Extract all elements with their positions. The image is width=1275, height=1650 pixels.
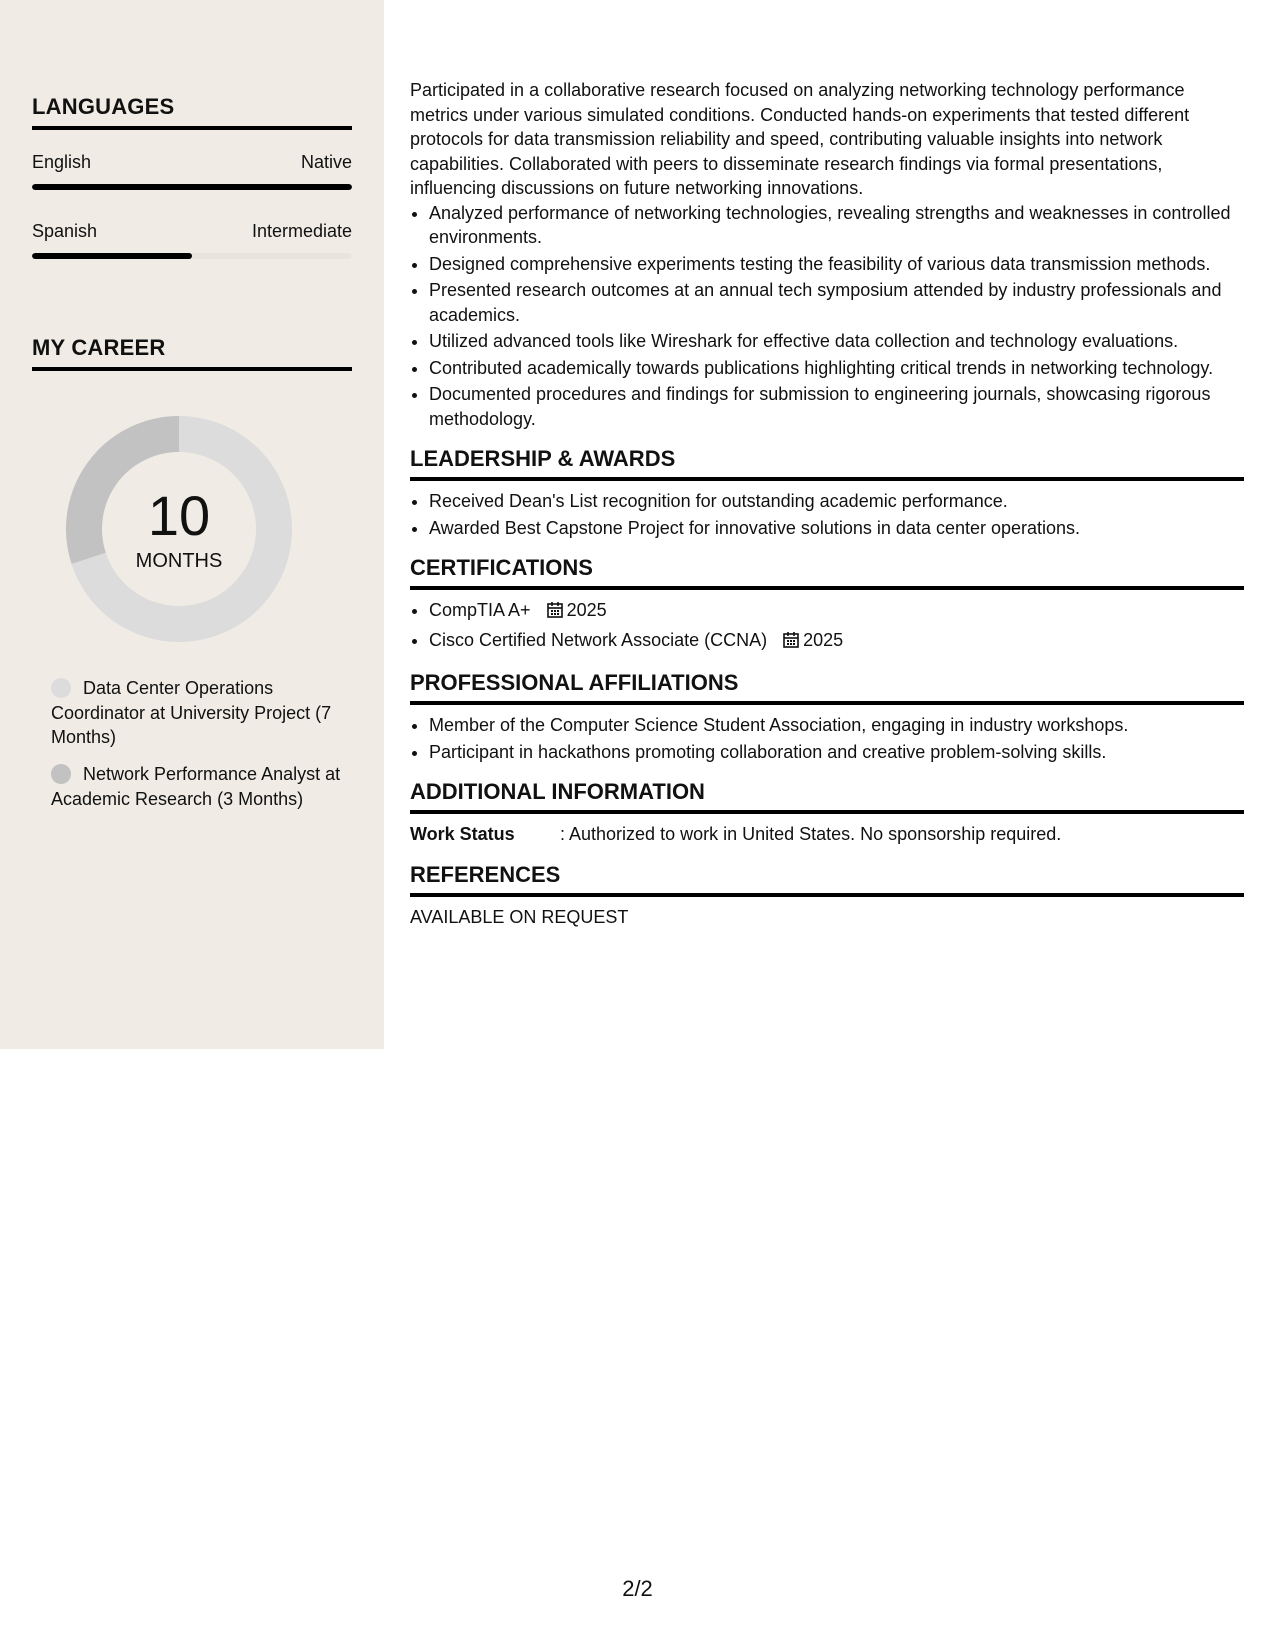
work-status-label: Work Status — [410, 824, 515, 844]
page-number: 2/2 — [622, 1576, 653, 1601]
list-item: • Utilized advanced tools like Wireshark for effective data collection and technology evaluations. — [429, 329, 1244, 354]
leadership-list — [410, 489, 1244, 540]
calendar-icon — [546, 601, 564, 626]
language-name: English — [32, 152, 92, 172]
career-legend-label: Network Performance Analyst at Academic Research (3 Months) — [51, 764, 341, 809]
list-item — [429, 628, 1244, 656]
list-item: • Designed comprehensive experiments testing the feasibility of various data transmission methods. — [429, 252, 1244, 277]
leadership-section — [410, 445, 1244, 540]
experience-description: Participated in a collaborative research focused on analyzing networking technology performance metrics under various simulated conditions. Conducted hands-on experiments that tested different protocols for data transmission reliability and speed, contributing valuable insights into network capabilities. Collaborated with peers to disseminate research findings via formal presentations, influencing discussions on future networking innovations. — [410, 80, 1190, 198]
list-item: • Documented procedures and findings for submission to engineering journals, showcasing rigorous methodology. — [429, 382, 1244, 431]
career-total-value: 10 — [147, 484, 211, 547]
list-item: • Contributed academically towards publications highlighting critical trends in networking technology. — [429, 356, 1244, 381]
language-bar-spanish — [32, 253, 352, 259]
list-item: • Participant in hackathons promoting collaboration and creative problem-solving skills. — [429, 740, 1244, 765]
list-item — [429, 598, 1244, 626]
legend-dot — [51, 678, 71, 698]
affiliations-list — [410, 713, 1244, 764]
career-legend-item — [51, 676, 341, 750]
language-row-english — [32, 152, 352, 173]
list-item: • Received Dean's List recognition for outstanding academic performance. — [429, 489, 1244, 514]
references-text: AVAILABLE ON REQUEST — [410, 906, 629, 927]
career-total-unit: MONTHS — [135, 550, 223, 572]
section-heading: ADDITIONAL INFORMATION — [410, 778, 1244, 814]
section-heading: LEADERSHIP & AWARDS — [410, 445, 1244, 481]
language-level: Intermediate — [251, 221, 352, 241]
language-bar-fill — [32, 253, 192, 259]
section-heading: REFERENCES — [410, 861, 1244, 897]
career-donut-chart — [66, 416, 292, 642]
list-item: • Member of the Computer Science Student Association, engaging in industry workshops. — [429, 713, 1244, 738]
language-row-spanish — [32, 221, 352, 242]
language-bar-english — [32, 184, 352, 190]
list-item: • Analyzed performance of networking technologies, revealing strengths and weaknesses in controlled environments. — [429, 201, 1244, 250]
career-donut-center — [66, 416, 292, 642]
references-section — [410, 861, 1244, 930]
section-heading: CERTIFICATIONS — [410, 554, 1244, 590]
experience-bullet-list — [410, 201, 1244, 432]
calendar-icon — [782, 631, 800, 656]
section-heading: PROFESSIONAL AFFILIATIONS — [410, 669, 1244, 705]
career-legend-label: Data Center Operations Coordinator at University Project (7 Months) — [51, 678, 332, 747]
main-content — [410, 78, 1244, 929]
additional-info-section — [410, 778, 1244, 847]
affiliations-section — [410, 669, 1244, 764]
career-heading: MY CAREER — [32, 335, 352, 371]
list-item: • Awarded Best Capstone Project for innovative solutions in data center operations. — [429, 516, 1244, 541]
sidebar — [0, 0, 384, 1049]
work-status-value: : Authorized to work in United States. No sponsorship required. — [560, 824, 1062, 844]
language-level: Native — [300, 152, 352, 172]
languages-heading: LANGUAGES — [32, 94, 352, 130]
certification-year: 2025 — [803, 629, 844, 650]
career-legend-item — [51, 762, 341, 811]
certifications-list — [410, 598, 1244, 655]
certification-year: 2025 — [566, 600, 607, 620]
list-item: • Presented research outcomes at an annual tech symposium attended by industry professionals and academics. — [429, 278, 1244, 327]
work-status-row — [410, 822, 1244, 847]
language-name: Spanish — [32, 221, 98, 241]
certifications-section — [410, 554, 1244, 655]
legend-dot — [51, 764, 71, 784]
language-bar-fill — [32, 184, 352, 190]
certification-name: CompTIA A+ — [429, 600, 531, 620]
certification-name: Cisco Certified Network Associate (CCNA) — [429, 629, 768, 650]
